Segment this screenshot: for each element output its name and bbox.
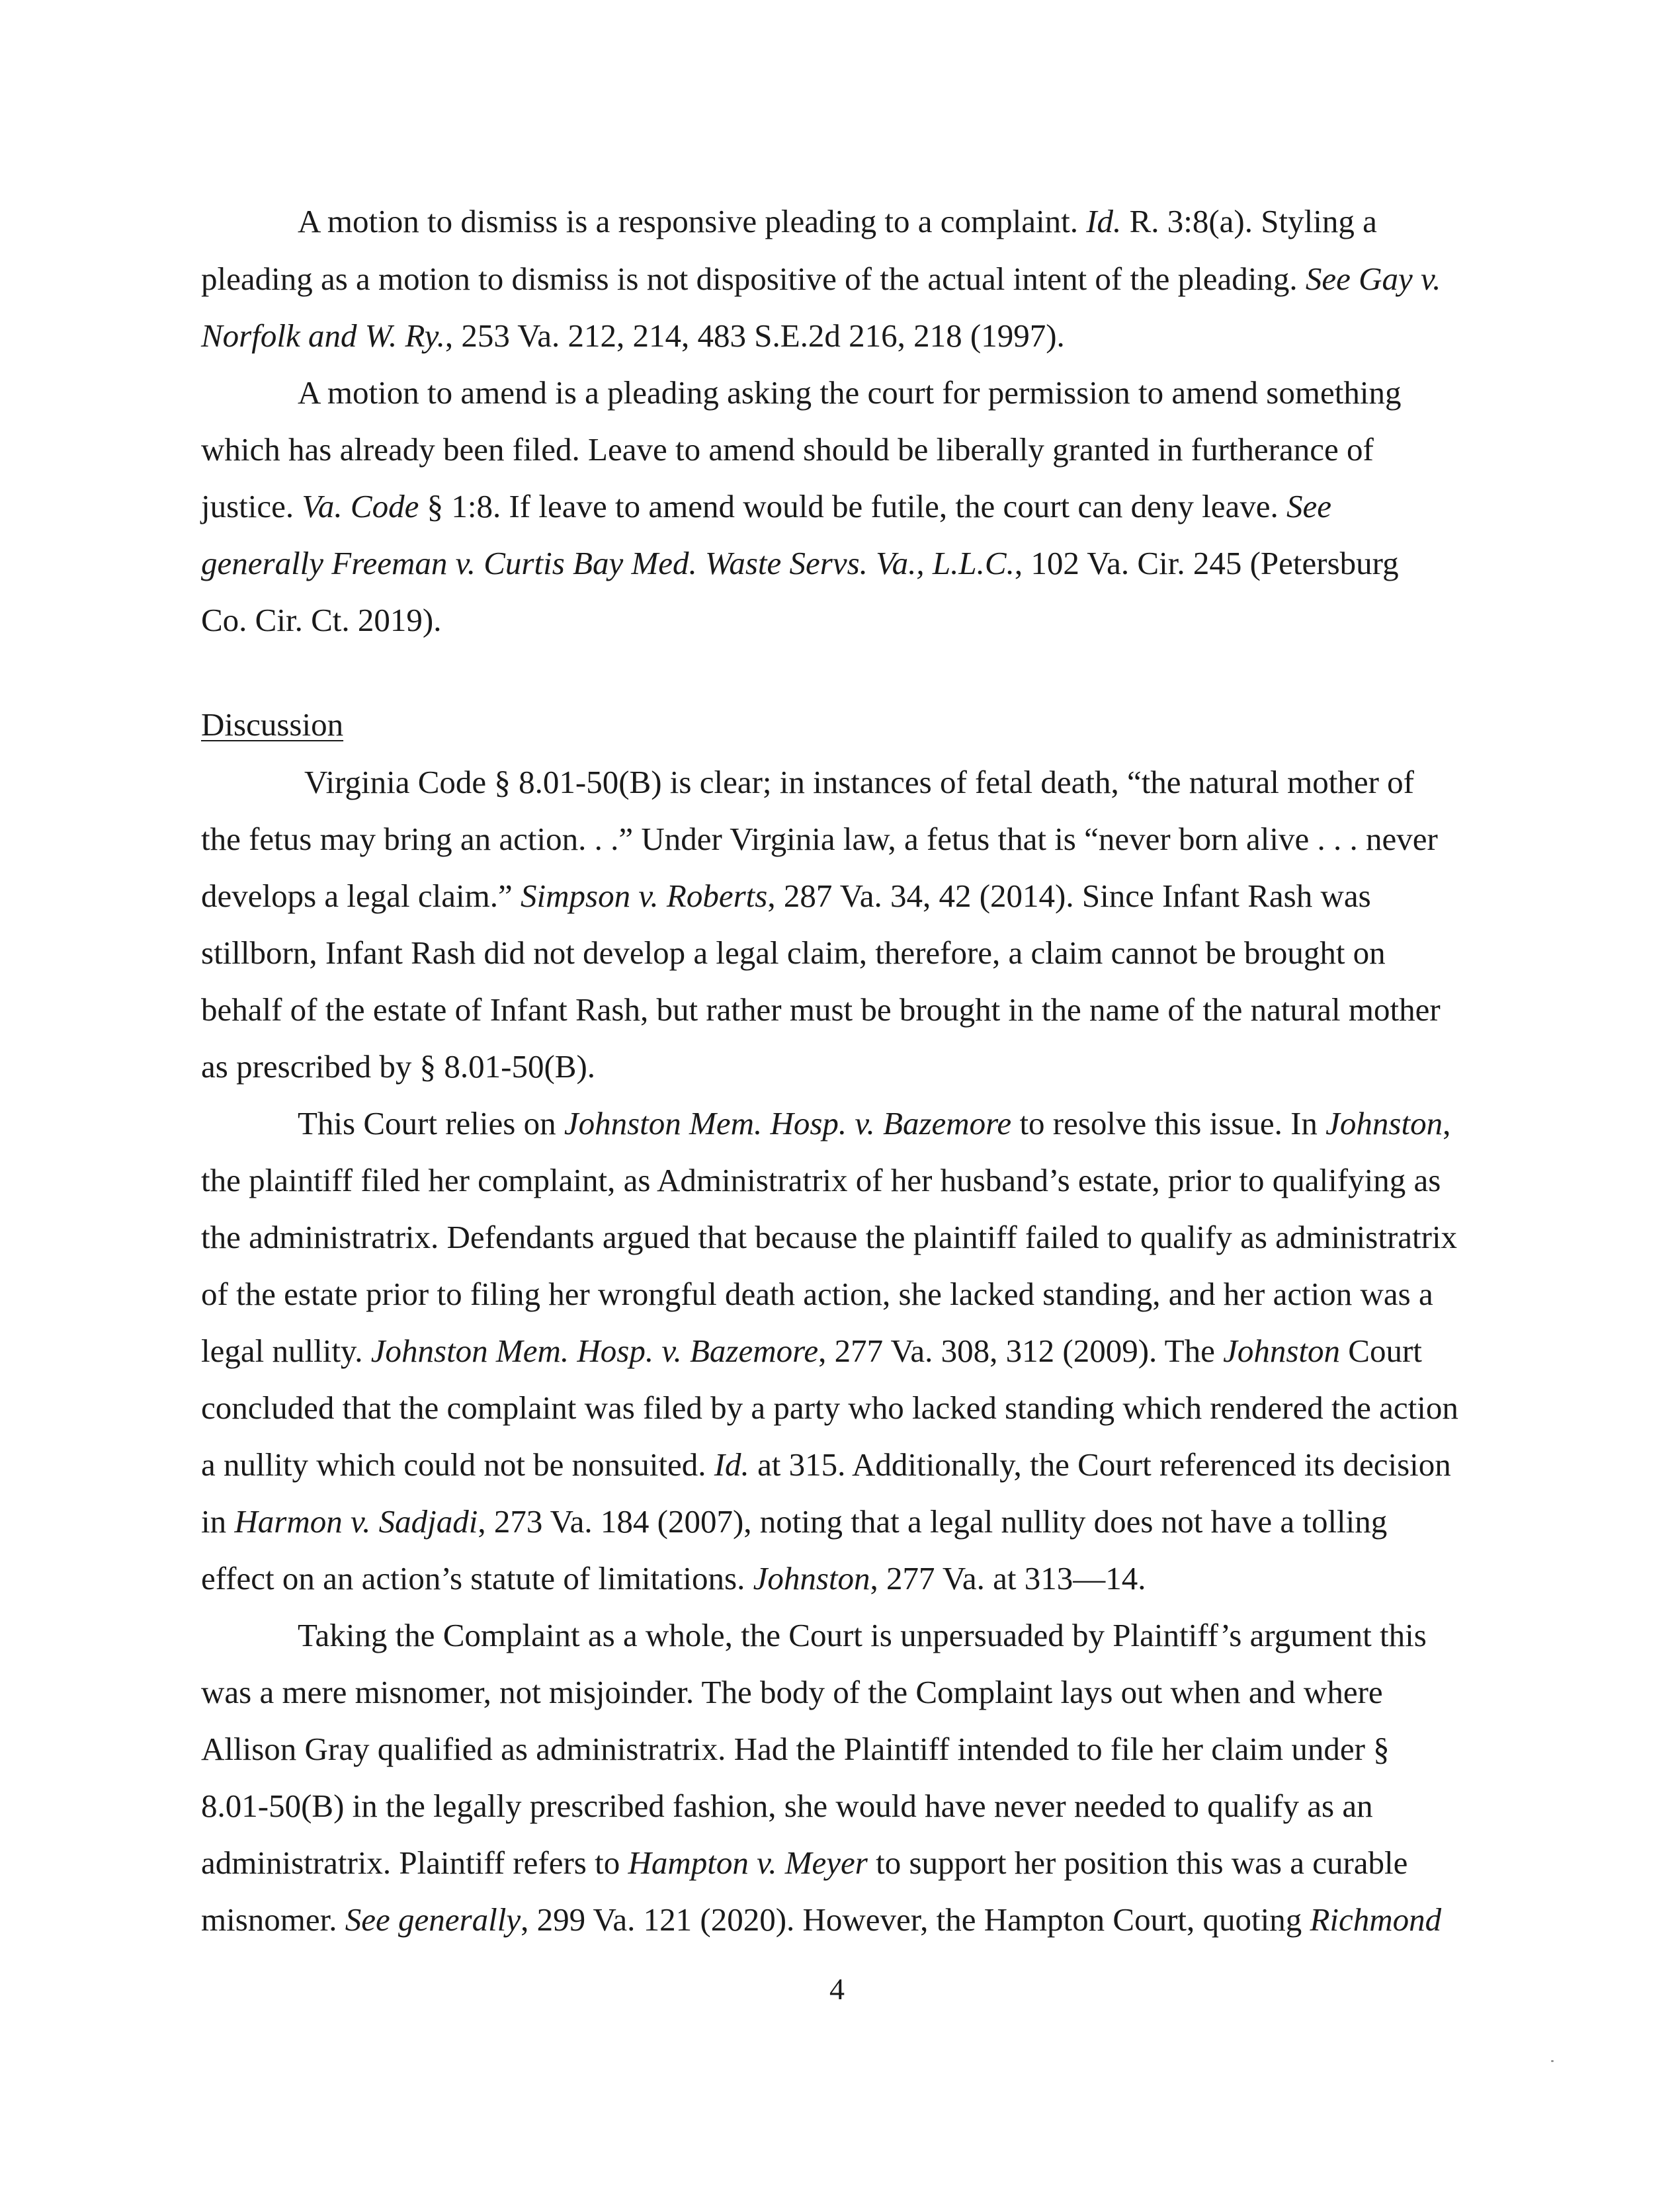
text-line — [201, 1559, 1146, 1598]
text-line — [298, 1616, 1427, 1655]
body-text: which has already been filed. Leave to amend should be liberally granted in furtherance of — [201, 431, 1374, 468]
body-text: concluded that the complaint was filed by a party who lacked standing which rendered the action — [201, 1389, 1458, 1426]
text-line — [201, 430, 1374, 470]
body-text: Court — [1340, 1333, 1422, 1369]
body-text: , 273 Va. 184 (2007), noting that a legal nullity does not have a tolling — [478, 1503, 1388, 1540]
body-text: stillborn, Infant Rash did not develop a legal claim, therefore, a claim cannot be brought on — [201, 934, 1386, 971]
text-line — [201, 316, 1065, 356]
text-line — [201, 1388, 1458, 1428]
body-text: , 277 Va. 308, 312 (2009). The — [818, 1333, 1224, 1369]
body-text: Allison Gray qualified as administratrix. Had the Plaintiff intended to file her claim under § — [201, 1731, 1390, 1767]
text-line — [201, 819, 1438, 859]
body-text: was a mere misnomer, not misjoinder. The body of the Complaint lays out when and where — [201, 1674, 1383, 1710]
text-line — [201, 1673, 1383, 1712]
citation-text: See — [1286, 488, 1331, 524]
citation-text: See generally — [345, 1901, 521, 1938]
text-line — [201, 1900, 1441, 1940]
section-heading: Discussion — [201, 706, 344, 743]
citation-text: Id. — [1086, 203, 1122, 239]
text-line — [201, 1047, 595, 1087]
body-text: A motion to dismiss is a responsive pleading to a complaint. — [298, 203, 1087, 239]
citation-text: generally Freeman v. Curtis Bay Med. Waste Servs. Va., L.L.C. — [201, 545, 1015, 581]
text-line — [201, 1274, 1433, 1314]
body-text: Co. Cir. Ct. 2019). — [201, 602, 442, 638]
body-text: This Court relies on — [298, 1105, 564, 1141]
citation-text: Simpson v. Roberts — [521, 878, 768, 914]
text-line — [298, 202, 1377, 241]
text-line — [304, 763, 1414, 802]
text-line — [201, 259, 1441, 299]
text-line — [201, 1445, 1451, 1485]
body-text: the fetus may bring an action. . .” Under Virginia law, a fetus that is “never born alive . . . never — [201, 821, 1438, 857]
body-text: a nullity which could not be nonsuited. — [201, 1446, 714, 1483]
body-text: the plaintiff filed her complaint, as Administratrix of her husband’s estate, prior to qualifying as — [201, 1162, 1441, 1198]
body-text: at 315. Additionally, the Court referenced its decision — [749, 1446, 1451, 1483]
body-text: , — [1443, 1105, 1451, 1141]
body-text: R. 3:8(a). Styling a — [1121, 203, 1377, 239]
body-text: justice. — [201, 488, 302, 524]
body-text: develops a legal claim.” — [201, 878, 521, 914]
text-line — [201, 487, 1331, 526]
body-text: , 277 Va. at 313—14. — [870, 1560, 1146, 1596]
citation-text: Johnston — [1325, 1105, 1443, 1141]
text-line — [201, 1331, 1422, 1371]
text-line — [201, 544, 1399, 583]
body-text: legal nullity. — [201, 1333, 371, 1369]
body-text: 8.01-50(B) in the legally prescribed fashion, she would have never needed to qualify as an — [201, 1788, 1373, 1824]
citation-text: Richmond — [1310, 1901, 1442, 1938]
body-text: administratrix. Plaintiff refers to — [201, 1845, 628, 1881]
text-line — [298, 373, 1401, 413]
text-line — [201, 1218, 1457, 1257]
text-line — [201, 1502, 1387, 1542]
body-text: misnomer. — [201, 1901, 345, 1938]
citation-text: Johnston Mem. Hosp. v. Bazemore — [370, 1333, 819, 1369]
body-text: as prescribed by § 8.01-50(B). — [201, 1048, 596, 1085]
page-number: 4 — [829, 1972, 845, 2006]
text-line — [201, 1729, 1390, 1769]
body-text: Taking the Complaint as a whole, the Court is unpersuaded by Plaintiff’s argument this — [298, 1617, 1427, 1653]
citation-text: Norfolk and W. Ry. — [201, 317, 445, 354]
body-text: of the estate prior to filing her wrongful death action, she lacked standing, and her action was a — [201, 1276, 1433, 1312]
citation-text: Johnston Mem. Hosp. v. Bazemore — [564, 1105, 1012, 1141]
text-line — [201, 1786, 1373, 1826]
body-text: behalf of the estate of Infant Rash, but rather must be brought in the name of the natural mother — [201, 991, 1441, 1028]
body-text: in — [201, 1503, 235, 1540]
scan-artifact — [1551, 2060, 1554, 2062]
body-text: , 253 Va. 212, 214, 483 S.E.2d 216, 218 (1997). — [444, 317, 1065, 354]
body-text: Virginia Code § 8.01-50(B) is clear; in instances of fetal death, “the natural mother of — [304, 764, 1414, 800]
citation-text: Id. — [714, 1446, 749, 1483]
body-text: pleading as a motion to dismiss is not dispositive of the actual intent of the pleading. — [201, 261, 1306, 297]
text-line — [201, 933, 1386, 973]
body-text: to resolve this issue. In — [1011, 1105, 1326, 1141]
citation-text: See Gay v. — [1305, 261, 1441, 297]
body-text: A motion to amend is a pleading asking the court for permission to amend something — [298, 374, 1402, 411]
body-text: , 287 Va. 34, 42 (2014). Since Infant Rash was — [767, 878, 1371, 914]
text-line — [201, 876, 1371, 916]
body-text: § 1:8. If leave to amend would be futile, the court can deny leave. — [419, 488, 1286, 524]
citation-text: Hampton v. Meyer — [628, 1845, 868, 1881]
citation-text: Johnston — [1223, 1333, 1341, 1369]
text-line — [201, 601, 441, 640]
text-line — [201, 990, 1441, 1030]
text-line — [201, 1843, 1407, 1883]
text-line — [201, 1161, 1441, 1200]
body-text: the administratrix. Defendants argued that because the plaintiff failed to qualify as administratrix — [201, 1219, 1458, 1255]
body-text: effect on an action’s statute of limitations. — [201, 1560, 753, 1596]
body-text: , 102 Va. Cir. 245 (Petersburg — [1014, 545, 1399, 581]
body-text: , 299 Va. 121 (2020). However, the Hampton Court, quoting — [521, 1901, 1310, 1938]
citation-text: Johnston — [753, 1560, 870, 1596]
text-line — [298, 1104, 1450, 1143]
citation-text: Harmon v. Sadjadi — [234, 1503, 478, 1540]
body-text: to support her position this was a curable — [867, 1845, 1408, 1881]
citation-text: Va. Code — [302, 488, 419, 524]
